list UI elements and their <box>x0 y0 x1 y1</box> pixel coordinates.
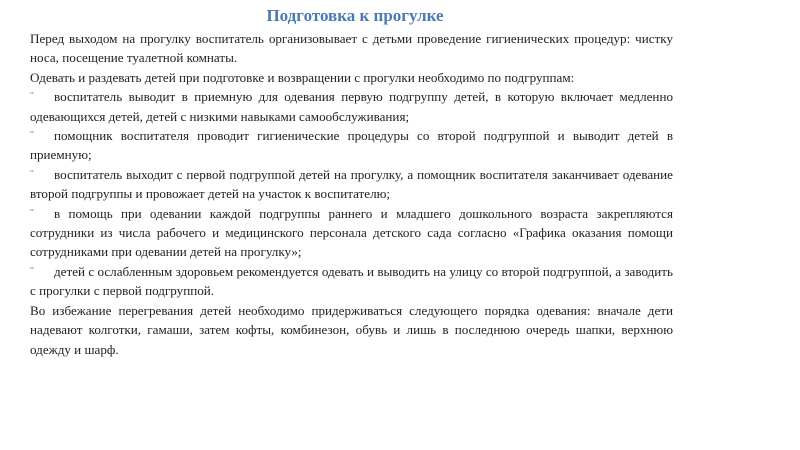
intro-paragraph: Перед выходом на прогулку воспитатель организовывает с детьми проведение гигиенических процедур: чистку носа, посещение туалетной комнаты. <box>30 31 673 66</box>
subgroup-intro-paragraph: Одевать и раздевать детей при подготовке и возвращении с прогулки необходимо по подгруппам: <box>30 69 575 85</box>
bullet-marker: ¨ <box>30 264 34 277</box>
bullet-item <box>30 165 673 204</box>
bullet-item <box>30 87 673 126</box>
bullet-marker: ¨ <box>30 129 34 142</box>
bullet-marker: ¨ <box>30 90 34 103</box>
bullet-text: в помощь при одевании каждой подгруппы раннего и младшего дошкольного возраста закрепляются сотрудники из числа рабочего и медицинского персонала детского сада согласно «Графика оказания помощи сотрудниками при одевании детей на прогулку»; <box>30 205 673 260</box>
bullet-marker: ¨ <box>30 167 34 180</box>
bullet-item <box>30 262 673 301</box>
bullet-text: воспитатель выводит в приемную для одевания первую подгруппу детей, в которую включает медленно одевающихся детей, детей с низкими навыками самообслуживания; <box>30 89 673 124</box>
bullet-text: воспитатель выходит с первой подгруппой детей на прогулку, а помощник воспитателя заканчивает одевание второй подгруппы и провожает детей на участок к воспитателю; <box>30 166 673 202</box>
bullet-text: помощник воспитателя проводит гигиенические процедуры со второй подгруппой и выводит детей в приемную; <box>30 128 673 163</box>
bullet-item <box>30 126 673 165</box>
slide-body <box>30 29 673 359</box>
bullet-text: детей с ослабленным здоровьем рекомендуется одевать и выводить на улицу со второй подгруппой, а заводить с прогулки с первой подгруппой. <box>30 263 673 299</box>
bullet-marker: ¨ <box>30 206 34 219</box>
page-title: Подготовка к прогулке <box>266 6 444 25</box>
bullet-item <box>30 204 673 262</box>
closing-paragraph: Во избежание перегревания детей необходимо придерживаться следующего порядка одевания: вначале дети надевают колготки, гамаши, затем кофты, комбинезон, обувь и лишь в последнюю очередь шапки, верхнюю одежду и шарф. <box>30 302 673 357</box>
